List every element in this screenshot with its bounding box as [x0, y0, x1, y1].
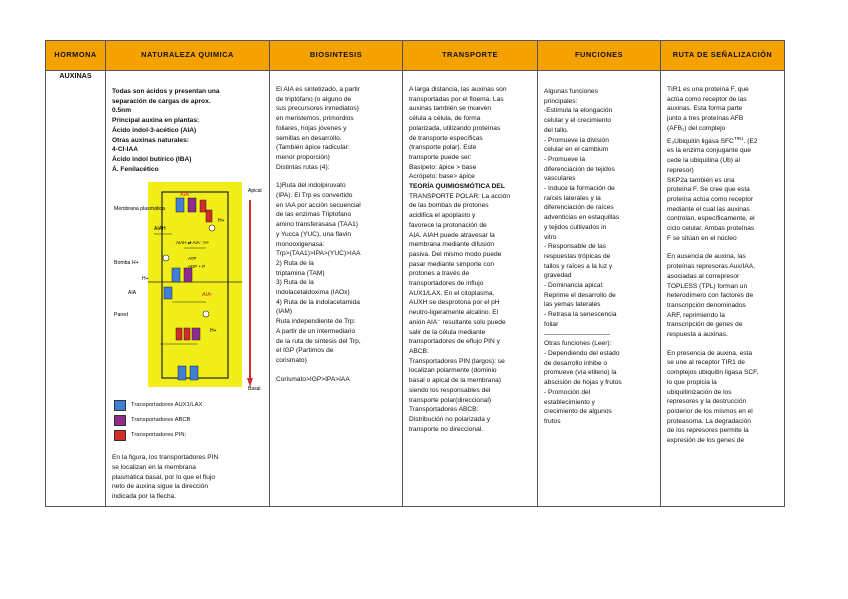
ruta-line: TIR1 es una proteína F, que [667, 86, 749, 93]
naturaleza-line: Á. Fenilacético [112, 165, 159, 173]
naturaleza-line: separación de cargas de aprox. [112, 97, 211, 105]
atpase-pump [203, 311, 209, 317]
legend-swatch [114, 400, 126, 411]
bio-line: (También ápice radicular: [276, 144, 350, 152]
bio-line: Ruta independiente de Trp: [276, 318, 356, 326]
funciones-line: - Induce la formación de [544, 185, 615, 193]
ruta-line: transcripción denominados [667, 301, 746, 309]
label-pump: Bomba H+ [114, 260, 139, 267]
funciones-line: - Promueve la [544, 155, 586, 163]
caption-line: indicada por la flecha. [112, 493, 177, 501]
transporte-line: pasar mediante simporte con [409, 260, 495, 268]
atpase-pump [209, 225, 215, 231]
funciones-line: gravedad [544, 272, 572, 280]
transporte-line: transporte puede ser: [409, 153, 472, 161]
ruta-text: E₃Ubiquitin ligasa SFC [667, 137, 734, 145]
ruta-line: es la enzima conjugante que [667, 147, 751, 155]
figure-caption [112, 453, 265, 502]
bio-line: de la ruta de síntesis del Trp, [276, 337, 361, 345]
funciones-line: - Responsable de las [544, 243, 606, 251]
cell-ruta [661, 71, 785, 507]
legend-swatch [114, 415, 126, 426]
ruta-line: controlan, específicamente, el [667, 215, 755, 223]
abcb-transporter [192, 328, 200, 340]
legend-label: Transportadores AUX1/LAX [131, 401, 203, 408]
legend-label: Transportadores PIN; [131, 431, 187, 438]
header-biosintesis: BIOSINTESIS [270, 41, 403, 71]
transporte-line: AUX1/LAX. En el citoplasma, [409, 289, 495, 297]
bio-line: y Yucca (YUC), una flavin [276, 230, 352, 238]
bio-line: 1)Ruta del indolpiruvato [276, 182, 346, 190]
transporte-line: Acrópeto: base> ápice [409, 173, 475, 181]
bio-line: de las enzimas Triptofano [276, 211, 352, 219]
atpase-pump [163, 255, 169, 261]
funciones-line: adventicias en estaquillas [544, 214, 620, 222]
ruta-superscript: TIR1 [733, 135, 744, 141]
bio-line: Corismato>IGP>IPA>IAA [276, 375, 350, 383]
header-funciones: FUNCIONES [538, 41, 661, 71]
label-h-plus-2: H+ [142, 276, 149, 283]
bio-line: (IAM) [276, 308, 293, 316]
funciones-line: frutos [544, 417, 561, 425]
ruta-line: mediante el cual las auxinas [667, 205, 750, 213]
transporte-line: célula a célula, de forma [409, 115, 481, 123]
aux1-transporter [178, 366, 186, 380]
label-atp: ATP [188, 256, 197, 262]
bio-line: (IPA). El Trp es convertido [276, 192, 353, 200]
ruta-line: expresión de los genes de [667, 437, 744, 445]
ruta-line: de los represores permite la [667, 427, 749, 435]
bio-line: Distintas rutas (4): [276, 163, 330, 171]
ruta-line: transcripción de genes de [667, 321, 743, 329]
transporte-line: transportadas por el floema. Las [409, 95, 504, 103]
ruta-line: SKP2a también es una [667, 176, 735, 184]
ruta-line: TOPLESS (TPL) forman un [667, 282, 748, 290]
funciones-line: del tallo. [544, 126, 569, 134]
bio-line: semillas en desarrollo. [276, 134, 342, 142]
funciones-line: diferenciación de tejidos [544, 165, 615, 173]
aux1-transporter [164, 287, 172, 299]
label-basal: Basal [248, 386, 261, 393]
bio-line: sus precursores inmediatos) [276, 105, 359, 113]
ruta-line: proteasoma. La degradación [667, 417, 751, 425]
funciones-line: Algunas funciones [544, 88, 598, 95]
abcb-transporter [184, 268, 192, 282]
bio-line: el IGP (Partimos de [276, 347, 334, 355]
transporte-line: localizan polarmente (dominio [409, 367, 497, 375]
transporte-line: transportadores de influjo [409, 280, 484, 288]
ruta-line: represores y la destrucción [667, 398, 747, 406]
legend-item-pin [114, 428, 265, 443]
transporte-line: polarizada, utilizando proteínas [409, 124, 501, 132]
bio-line: corismato) [276, 356, 307, 364]
abcb-transporter [188, 198, 196, 212]
transporte-line: salir de la célula mediante [409, 328, 486, 336]
label-adp: ADP + P [188, 264, 206, 270]
label-aiah: AIAH [154, 226, 166, 233]
polar-transport-figure [114, 182, 264, 392]
ruta-line: proteína F. Se cree que esta [667, 186, 750, 194]
label-apical: Apical [248, 188, 262, 195]
funciones-line: diferenciación de raíces [544, 204, 614, 212]
transporte-line: pasiva. Del mismo modo puede [409, 250, 502, 258]
transporte-line: siendo los responsables del [409, 386, 491, 394]
cell-funciones [538, 71, 661, 507]
transporte-line: neutro-ligeramente alcalino. El [409, 309, 499, 317]
figure-legend [114, 398, 265, 443]
transporte-line: AUXH se desprotona por el pH [409, 299, 500, 307]
pin-transporter [184, 328, 190, 340]
transporte-line: membrana mediante difusión [409, 241, 495, 249]
caption-line: se localizan en la membrana [112, 464, 196, 472]
label-aia-minus-2: AIA⁻ [202, 292, 214, 299]
funciones-line: promueve (vía etileno) la [544, 369, 617, 377]
funciones-line: - Promueve la división [544, 136, 609, 144]
ruta-line: complejos ubiquitin ligasa SCF, [667, 369, 759, 377]
bio-line: menor proporción) [276, 153, 330, 161]
ruta-line: En ausencia de auxina, las [667, 253, 746, 261]
label-aia: AIA [128, 290, 137, 297]
naturaleza-line: Ácido indol-3-acético (AIA) [112, 126, 197, 134]
transporte-line: Distribución no polarizada y [409, 415, 490, 423]
header-naturaleza: NATURALEZA QUIMICA [106, 41, 270, 71]
label-h-plus-3: H+ [210, 328, 217, 335]
pin-transporter [176, 328, 182, 340]
funciones-line: de desarrollo inhibe o [544, 359, 608, 367]
funciones-line: - Dependiendo del estado [544, 349, 620, 357]
bio-line: foliares, hojas jóvenes y [276, 124, 347, 132]
transporte-line: auxinas también se mueven [409, 105, 492, 113]
funciones-line: raíces laterales y la [544, 194, 601, 202]
ruta-line: (AFB₁) del complejo [667, 124, 726, 132]
pin-transporter [206, 210, 212, 222]
transporte-line: Transportadores PIN (largos): se [409, 357, 505, 365]
header-row [46, 41, 785, 71]
caption-line: neto de auxina sigue la dirección [112, 483, 209, 491]
bio-line: Trp>(TAA1)>IPA>(YUC)>IAA [276, 250, 361, 258]
transporte-line: acidifica el apoplasto y [409, 212, 476, 220]
label-membrane: Membrana plasmática [114, 206, 166, 213]
cell-biosintesis [270, 71, 403, 507]
ruta-line: ubiquitinización de los [667, 388, 732, 396]
naturaleza-line: 4-Cl-IAA [112, 146, 139, 154]
ruta-line: En presencia de auxina, esta [667, 349, 753, 357]
bio-line: en meristemos, primordios [276, 115, 354, 123]
funciones-line: y tejidos cultivados in [544, 223, 607, 231]
bio-line: monooxigenasa: [276, 240, 325, 248]
bio-line: 3) Ruta de la [276, 279, 314, 287]
header-hormona: HORMONA [46, 41, 106, 71]
bio-line: A partir de un intermediario [276, 327, 356, 335]
bio-line: 4) Ruta de la indolacetamida [276, 298, 360, 306]
naturaleza-line: 0.5nm [112, 107, 132, 115]
ruta-line: proteína actúa como receptor [667, 195, 754, 203]
transporte-line: A larga distancia, las auxinas son [409, 86, 507, 93]
aux1-transporter [190, 366, 198, 380]
label-wall: Pared [114, 312, 128, 319]
header-transporte: TRANSPORTE [403, 41, 538, 71]
funciones-line: vitro [544, 233, 557, 241]
transporte-line: transporte polar(direccional) [409, 396, 492, 404]
transporte-line: protones a través de [409, 270, 470, 278]
ruta-line: se une al receptor TIR1 de [667, 359, 745, 367]
transporte-line: TRANSPORTE POLAR: La acción [409, 192, 511, 200]
transporte-line: favorece la protonación de [409, 221, 487, 229]
funciones-line: las yemas laterales [544, 301, 601, 309]
bio-line: amino transferasasa (TAA1) [276, 221, 358, 229]
funciones-line: abscisión de hojas y frutos [544, 379, 622, 387]
aux1-transporter [176, 198, 184, 212]
funciones-line: Otras funciones (Leer): [544, 340, 612, 348]
transporte-line: basal o apical de la membrana) [409, 377, 501, 385]
bio-line: de triptófano (o alguno de [276, 95, 352, 103]
transporte-line: de las bombas de protones [409, 202, 489, 210]
funciones-line: -Estimula la elongación [544, 107, 613, 115]
auxin-table [45, 40, 785, 507]
legend-label: Transportadores ABCB [131, 416, 191, 423]
funciones-line: tallos y raíces a la luz y [544, 262, 613, 270]
bio-line: El AIA es sintetizado, a partir [276, 86, 360, 93]
transporte-line: ABCB. [409, 347, 429, 355]
auxinas-row [46, 71, 785, 507]
funciones-line: - Promoción del [544, 388, 591, 396]
ruta-line: respuesta a auxinas. [667, 331, 728, 339]
funciones-line: crecimiento de algunos [544, 408, 612, 416]
cell-transporte [403, 71, 538, 507]
funciones-line: Reprime el desarrollo de [544, 291, 616, 299]
ruta-line: proteínas represoras Aux/IAA, [667, 263, 755, 271]
ruta-line: lo que propicia la [667, 378, 717, 386]
ruta-line: actúa como receptor de las [667, 95, 747, 103]
bio-line: triptamina (TAM) [276, 269, 325, 277]
transporte-line: Basípeto: ápice > base [409, 163, 477, 171]
bio-line: indolacetaldoxima (IAOx) [276, 289, 350, 297]
legend-item-aux1 [114, 398, 265, 413]
aux1-transporter [172, 268, 180, 282]
funciones-line: foliar [544, 320, 559, 328]
funciones-line: - Retrasa la senescencia [544, 311, 617, 319]
funciones-line: celular en el cambium [544, 146, 609, 154]
ruta-line: F se sitúan en el núcleo [667, 234, 737, 242]
transporte-line: AIA. AIAH puede atravesar la [409, 231, 495, 239]
label-aiah-eq: AIAH ⇄ AIA⁻ H+ [176, 240, 210, 246]
funciones-line: respuestas trópicas de [544, 252, 611, 260]
funciones-line: establecimiento y [544, 398, 595, 406]
ruta-line: asociadas al correpresor [667, 272, 740, 280]
legend-swatch [114, 430, 126, 441]
ruta-line: ARF, reprimiendo la [667, 311, 725, 319]
ruta-line: represor) [667, 166, 694, 174]
ruta-line: cede la ubiquitina (Ub) al [667, 157, 740, 165]
funciones-line: celular y el crecimiento [544, 117, 612, 125]
row-label: AUXINAS [46, 71, 106, 507]
ruta-line: posterior de los mismos en el [667, 407, 753, 415]
naturaleza-line: Principal auxina en plantas: [112, 117, 200, 125]
ruta-line-sup [667, 134, 780, 147]
auxin-transport-diagram [114, 182, 264, 392]
transporte-line: transporte no direccional. [409, 425, 484, 433]
transporte-line: anión AIA⁻ resultante solo puede [409, 318, 506, 326]
bio-line: en IAA por acción secuencial [276, 201, 361, 209]
naturaleza-line: Ácido indol butírico (IBA) [112, 155, 192, 163]
transporte-line: transportadores de eflujo PIN y [409, 338, 500, 346]
pin-transporter [200, 200, 206, 212]
funciones-line: - Dominancia apical: [544, 282, 604, 290]
ruta-line: ciclo celular. Ambas proteínas [667, 225, 755, 233]
transporte-line: de transporte específicas [409, 134, 483, 142]
funciones-line: principales: [544, 97, 578, 105]
ruta-line: junto a tres proteínas AFB [667, 115, 744, 123]
funciones-line: vasculares [544, 175, 576, 183]
funciones-divider: —————————— [544, 330, 610, 338]
naturaleza-line: Todas son ácidos y presentan una [112, 88, 220, 95]
transporte-line: (transporte polar). Este [409, 144, 477, 152]
ruta-line: auxinas. Esta forma parte [667, 105, 743, 113]
header-ruta: RUTA DE SEÑALIZACIÓN [661, 41, 785, 71]
ruta-text: . (E2 [743, 137, 758, 145]
bio-line: 2) Ruta de la [276, 259, 314, 267]
label-aia-minus: AIA⁻ [180, 192, 192, 199]
caption-line: plasmática basal, por lo que el flujo [112, 473, 215, 481]
transporte-line: TEORÍA QUIMIOSMÓTICA DEL [409, 183, 505, 191]
label-h-plus: H+ [218, 218, 225, 225]
legend-item-abcb [114, 413, 265, 428]
caption-line: En la figura, los transportadores PIN [112, 454, 219, 462]
naturaleza-line: Otras auxinas naturales: [112, 136, 189, 144]
transporte-line: Transportadores ABCB: [409, 406, 479, 414]
cell-naturaleza [106, 71, 270, 507]
ruta-line: heterodímero con factores de [667, 292, 754, 300]
